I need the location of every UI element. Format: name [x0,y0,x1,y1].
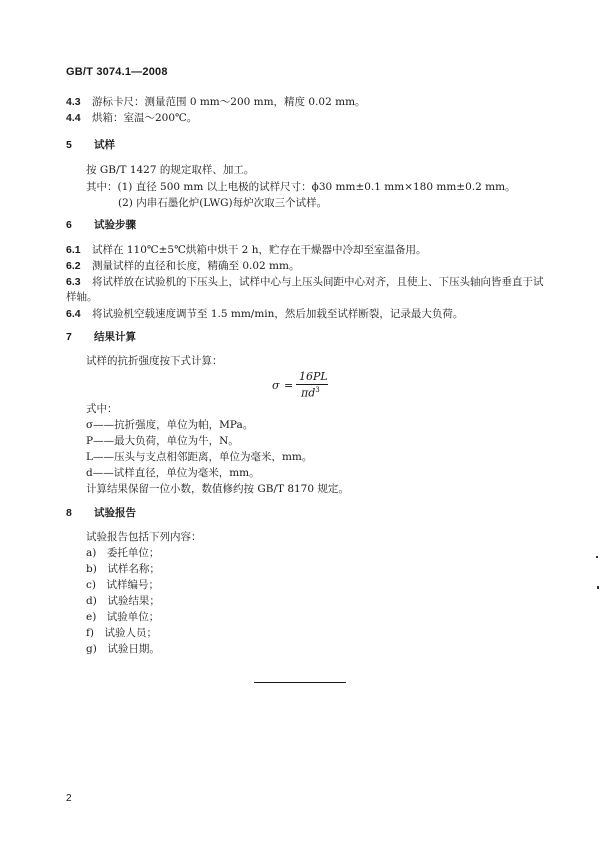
clause-text: 游标卡尺：测量范围 0 mm～200 mm，精度 0.02 mm。 [92,96,366,108]
clause-number: 4.3 [66,96,81,108]
page-number: 2 [66,793,72,804]
section-title: 试验报告 [94,507,136,519]
section-5-para-3: (2) 内串石墨化炉(LWG)每炉次取三个试样。 [118,197,328,209]
section-5-para-1: 按 GB/T 1427 的规定取样、加工。 [86,164,255,176]
formula-lhs: σ [272,379,280,392]
clause-6-1 [66,243,426,257]
clause-text: 烘箱：室温～200℃。 [92,112,198,124]
clause-6-2 [66,259,299,273]
section-7-intro: 试样的抗折强度按下式计算： [86,355,223,367]
where-label: 式中： [86,403,118,415]
scan-speck [596,556,598,558]
clause-4-3 [66,95,366,109]
clause-text: 将试验机空载速度调节至 1.5 mm/min，然后加载至试样断裂，记录最大负荷。 [92,308,464,320]
formula-denominator: πd [301,386,316,400]
clause-number: 6.1 [66,244,81,256]
clause-number: 6.4 [66,308,81,320]
fraction-bar [296,384,328,385]
section-8-intro: 试验报告包括下列内容： [86,531,202,543]
report-item: c) 试样编号； [86,579,159,591]
clause-number: 6.2 [66,260,81,272]
section-number: 8 [66,507,72,519]
clause-number: 6.3 [66,276,81,288]
clause-4-4 [66,111,197,125]
clause-text: 测量试样的直径和长度，精确至 0.02 mm。 [92,260,300,272]
formula-denominator-wrap [301,386,320,400]
report-item: a) 委托单位； [86,547,160,559]
section-title: 试验步骤 [94,219,136,231]
clause-6-3 [66,275,544,289]
clause-6-3-continued: 样轴。 [66,291,98,303]
report-item: b) 试样名称； [86,563,160,575]
standard-code: GB/T 3074.1—2008 [66,66,168,78]
bending-strength-formula [272,370,362,400]
section-title: 试样 [94,139,115,151]
report-item: d) 试验结果； [86,595,160,607]
section-number: 5 [66,139,72,151]
section-title: 结果计算 [94,331,136,343]
report-item: g) 试验日期。 [86,643,160,655]
section-6-heading [66,218,136,232]
formula-equals: = [284,379,294,392]
report-item: f) 试验人员； [86,627,157,639]
end-rule [254,682,346,683]
scan-speck [597,586,599,589]
clause-text: 将试样放在试验机的下压头上，试样中心与上压头间距中心对齐，且使上、下压头轴向皆垂直于试 [92,276,544,288]
definition-p: P——最大负荷，单位为牛，N。 [86,435,239,447]
definition-sigma: σ——抗折强度，单位为帕，MPa。 [86,419,254,431]
definition-l: L——压头与支点相邻距离，单位为毫米，mm。 [86,451,313,463]
section-7-heading [66,330,136,344]
section-5-heading [66,138,115,152]
definition-d: d——试样直径，单位为毫米，mm。 [86,467,260,479]
formula-numerator: 16PL [299,370,328,383]
section-number: 7 [66,331,72,343]
section-5-para-2: 其中：(1) 直径 500 mm 以上电极的试样尺寸：ϕ30 mm±0.1 mm×180 mm±0.2 mm。 [86,181,516,193]
formula-exponent: 3 [315,386,320,394]
section-number: 6 [66,219,72,231]
section-8-heading [66,506,136,520]
clause-text: 试样在 110℃±5℃烘箱中烘干 2 h，贮存在干燥器中冷却至室温备用。 [92,244,427,256]
section-7-note: 计算结果保留一位小数，数值修约按 GB/T 8170 规定。 [86,483,349,495]
clause-number: 4.4 [66,112,81,124]
report-item: e) 试验单位； [86,611,160,623]
clause-6-4 [66,307,463,321]
